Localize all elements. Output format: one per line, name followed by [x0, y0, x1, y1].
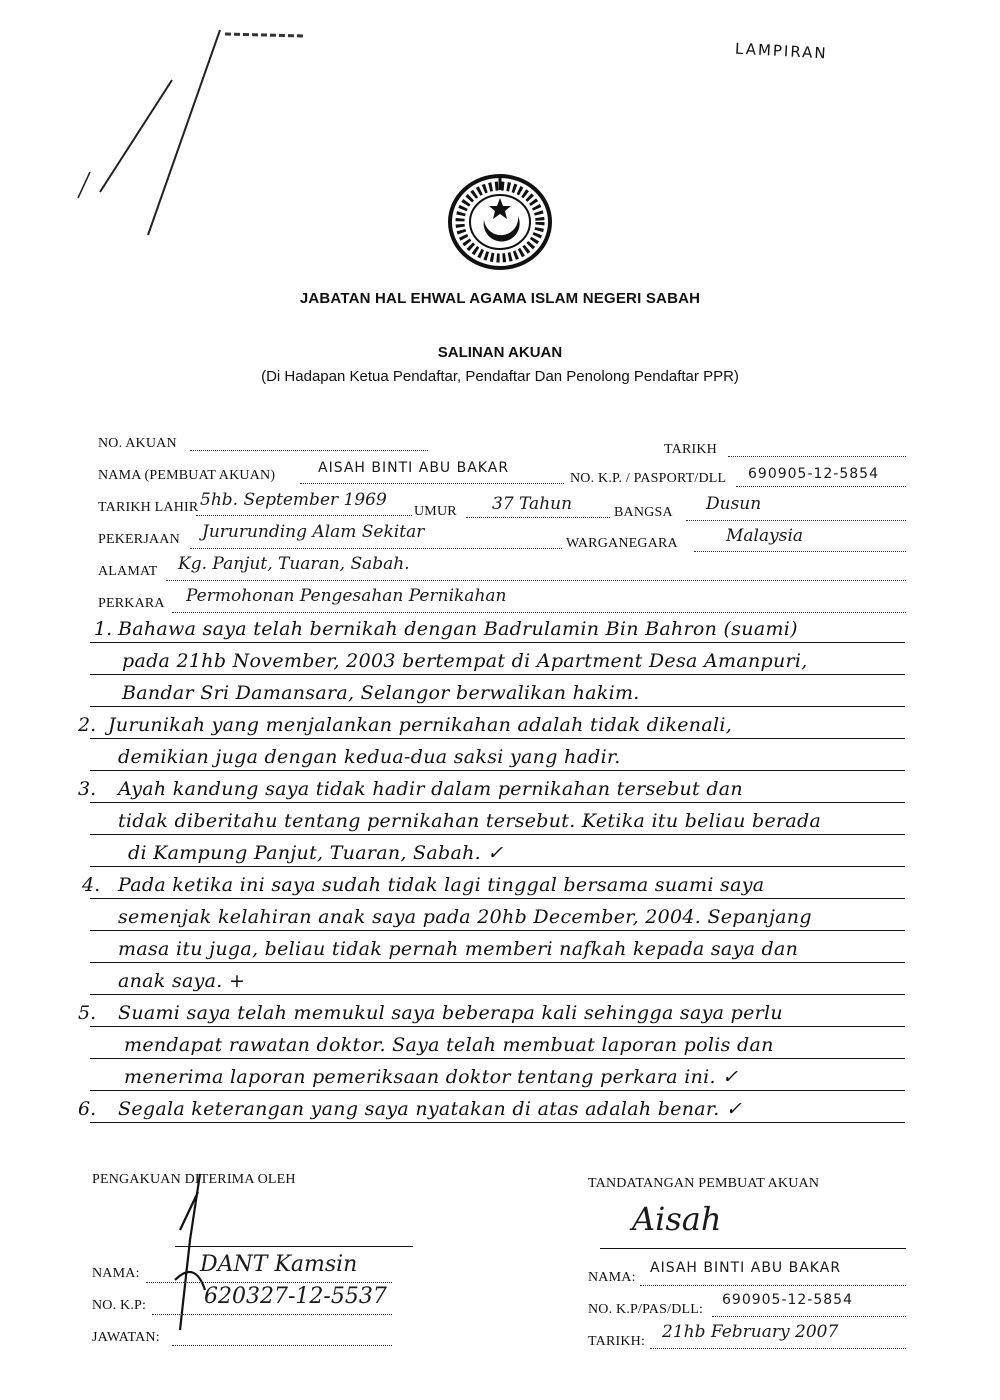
- alamat-label: ALAMAT: [98, 564, 158, 579]
- nama-value: AISAH BINTI ABU BAKAR: [318, 460, 510, 476]
- left-nama-dotted-line: [146, 1282, 392, 1283]
- pekerjaan-label: PEKERJAAN: [98, 532, 180, 547]
- tarikh-lahir-dotted-line: [196, 515, 412, 516]
- nokp-value: 690905-12-5854: [748, 466, 879, 482]
- right-nokp-value: 690905-12-5854: [722, 1292, 853, 1308]
- rule: [90, 802, 905, 803]
- tandatangan-heading: TANDATANGAN PEMBUAT AKUAN: [588, 1176, 820, 1191]
- rule: [90, 834, 905, 835]
- left-nokp-dotted-line: [152, 1314, 392, 1315]
- perkara-dotted-line: [172, 612, 906, 613]
- statement-4-line-1: Pada ketika ini saya sudah tidak lagi tinggal bersama suami saya: [118, 874, 765, 896]
- warganegara-label: WARGANEGARA: [566, 536, 678, 551]
- right-nokp-dotted-line: [712, 1316, 906, 1317]
- statement-6-number: 6.: [78, 1098, 97, 1120]
- left-nokp-label: NO. K.P:: [92, 1298, 147, 1313]
- rule: [90, 994, 905, 995]
- left-nokp-value: 620327-12-5537: [204, 1284, 387, 1309]
- statement-4-line-3: masa itu juga, beliau tidak pernah memberi nafkah kepada saya dan: [118, 938, 799, 960]
- nama-dotted-line: [300, 483, 564, 484]
- rule: [90, 1058, 905, 1059]
- bangsa-label: BANGSA: [614, 505, 673, 520]
- alamat-dotted-line: [166, 580, 906, 581]
- statement-6-line-1: Segala keterangan yang saya nyatakan di atas adalah benar. ✓: [118, 1098, 743, 1120]
- statement-5-line-2: mendapat rawatan doktor. Saya telah membuat laporan polis dan: [124, 1034, 774, 1056]
- scan-artifact-lines: [60, 20, 320, 250]
- statement-5-number: 5.: [78, 1002, 97, 1024]
- statement-5-line-1: Suami saya telah memukul saya beberapa kali sehingga saya perlu: [118, 1002, 783, 1024]
- left-nama-value: DANT Kamsin: [200, 1252, 358, 1277]
- rule: [90, 1122, 905, 1123]
- perkara-value: Permohonan Pengesahan Pernikahan: [186, 586, 507, 606]
- rule: [90, 738, 905, 739]
- statement-2-line-1: Jurunikah yang menjalankan pernikahan adalah tidak dikenali,: [108, 714, 733, 736]
- statement-5-line-3: menerima laporan pemeriksaan doktor tentang perkara ini. ✓: [124, 1066, 739, 1088]
- nokp-dotted-line: [736, 486, 906, 487]
- statement-2-number: 2.: [78, 714, 97, 736]
- tarikh-label: TARIKH: [664, 442, 717, 457]
- statement-1-line-2: pada 21hb November, 2003 bertempat di Apartment Desa Amanpuri,: [122, 650, 808, 672]
- rule: [90, 770, 905, 771]
- statement-4-number: 4.: [82, 874, 101, 896]
- bangsa-dotted-line: [686, 520, 906, 521]
- perkara-label: PERKARA: [98, 596, 165, 611]
- document-subtitle: (Di Hadapan Ketua Pendaftar, Pendaftar Dan Penolong Pendaftar PPR): [261, 368, 739, 385]
- warganegara-value: Malaysia: [726, 526, 804, 546]
- statement-3-number: 3.: [78, 778, 97, 800]
- declarant-signature: Aisah: [632, 1200, 722, 1238]
- right-nama-dotted-line: [640, 1285, 906, 1286]
- nama-label: NAMA (PEMBUAT AKUAN): [98, 468, 276, 483]
- umur-dotted-line: [466, 517, 610, 518]
- right-nokp-label: NO. K.P/PAS/DLL:: [588, 1302, 704, 1317]
- department-title: JABATAN HAL EHWAL AGAMA ISLAM NEGERI SABAH: [299, 290, 701, 307]
- pengakuan-heading: PENGAKUAN DITERIMA OLEH: [92, 1172, 296, 1187]
- statement-3-line-1: Ayah kandung saya tidak hadir dalam pernikahan tersebut dan: [118, 778, 743, 800]
- jheains-emblem: [446, 172, 554, 272]
- right-tarikh-label: TARIKH:: [588, 1334, 646, 1349]
- right-tarikh-value: 21hb February 2007: [662, 1322, 839, 1342]
- left-jawatan-dotted-line: [172, 1345, 392, 1346]
- right-tarikh-dotted-line: [650, 1348, 906, 1349]
- statement-4-line-4: anak saya. +: [118, 970, 246, 992]
- statement-4-line-2: semenjak kelahiran anak saya pada 20hb December, 2004. Sepanjang: [118, 906, 812, 928]
- lampiran-stamp: LAMPIRAN: [734, 39, 829, 63]
- no-akuan-label: NO. AKUAN: [98, 436, 177, 451]
- rule: [90, 706, 905, 707]
- right-signature-line: [600, 1248, 906, 1249]
- statement-3-line-2: tidak diberitahu tentang pernikahan tersebut. Ketika itu beliau berada: [118, 810, 822, 832]
- statement-2-line-2: demikian juga dengan kedua-dua saksi yang hadir.: [118, 746, 621, 768]
- nokp-label: NO. K.P. / PASPORT/DLL: [570, 471, 727, 486]
- umur-value: 37 Tahun: [492, 494, 573, 514]
- rule: [90, 1026, 905, 1027]
- left-signature-line: [175, 1246, 413, 1247]
- rule: [90, 898, 905, 899]
- rule: [90, 642, 905, 643]
- rule: [90, 866, 905, 867]
- warganegara-dotted-line: [694, 551, 906, 552]
- document-title: SALINAN AKUAN: [437, 344, 563, 361]
- rule: [90, 674, 905, 675]
- alamat-value: Kg. Panjut, Tuaran, Sabah.: [178, 554, 410, 574]
- right-nama-value: AISAH BINTI ABU BAKAR: [650, 1260, 842, 1276]
- statement-1-number: 1.: [94, 618, 113, 640]
- rule: [90, 962, 905, 963]
- umur-label: UMUR: [414, 504, 457, 519]
- no-akuan-dotted-line: [190, 450, 428, 451]
- left-jawatan-label: JAWATAN:: [92, 1330, 160, 1345]
- pekerjaan-value: Jururunding Alam Sekitar: [202, 522, 425, 542]
- bangsa-value: Dusun: [706, 494, 762, 514]
- tarikh-dotted-line: [728, 456, 906, 457]
- tarikh-lahir-label: TARIKH LAHIR: [98, 500, 199, 515]
- tarikh-lahir-value: 5hb. September 1969: [200, 490, 387, 510]
- rule: [90, 930, 905, 931]
- statement-1-line-1: Bahawa saya telah bernikah dengan Badrulamin Bin Bahron (suami): [118, 618, 798, 640]
- statement-3-line-3: di Kampung Panjut, Tuaran, Sabah. ✓: [128, 842, 504, 864]
- rule: [90, 1090, 905, 1091]
- left-nama-label: NAMA:: [92, 1266, 140, 1281]
- right-nama-label: NAMA:: [588, 1270, 636, 1285]
- statement-1-line-3: Bandar Sri Damansara, Selangor berwalikan hakim.: [122, 682, 640, 704]
- pekerjaan-dotted-line: [190, 548, 562, 549]
